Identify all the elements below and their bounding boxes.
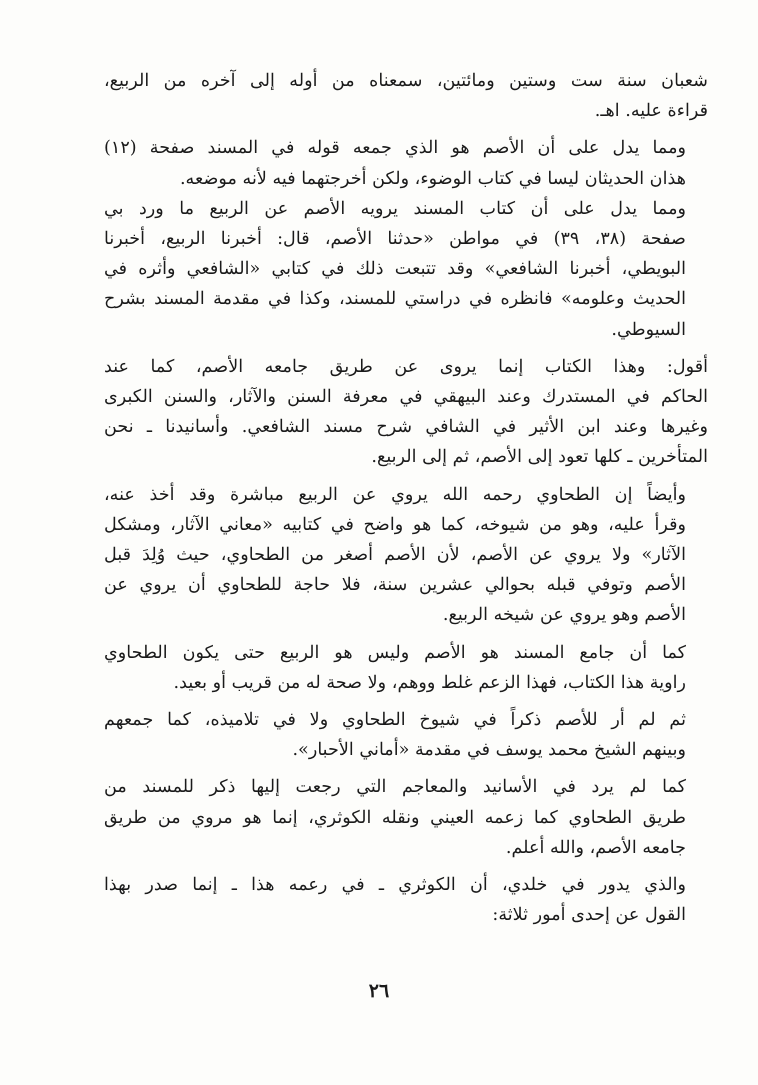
text-line: ثم لم أر للأصم ذكراً في شيوخ الطحاوي ولا في تلاميذه، كما جمعهم <box>104 710 686 731</box>
text-line: شعبان سنة ست وستين ومائتين، سمعناه من أوله إلى آخره من الربيع، <box>104 71 708 91</box>
text-line: كما أن جامع المسند هو الأصم وليس هو الربيع حتى يكون الطحاوي <box>104 642 686 663</box>
text-line: راوية هذا الكتاب، فهذا الزعم غلط ووهم، ولا صحة له من قريب أو بعيد. <box>173 672 686 693</box>
text-line: ومما يدل على أن الأصم هو الذي جمعه قوله في المسند صفحة (١٢) <box>104 138 686 159</box>
text-line: وبينهم الشيخ محمد يوسف في مقدمة «أماني الأحبار». <box>292 740 686 761</box>
text-line: جامعه الأصم، والله أعلم. <box>505 837 686 858</box>
text-line: القول عن إحدى أمور ثلاثة: <box>492 905 686 926</box>
text-line: والذي يدور في خلدي، أن الكوثري ـ في رعمه هذا ـ إنما صدر بهذا <box>104 875 686 896</box>
paragraph <box>104 66 708 126</box>
text-line: المتأخرين ـ كلها تعود إلى الأصم، ثم إلى الربيع. <box>371 447 708 468</box>
text-line: السيوطي. <box>611 319 686 340</box>
text-line: كما لم يرد في الأسانيد والمعاجم التي رجعت إليها ذكر للمسند من <box>104 777 686 798</box>
text-line: هذان الحديثان ليسا في كتاب الوضوء، ولكن أخرجتهما فيه لأنه موضعه. <box>179 168 686 189</box>
text-line: طريق الطحاوي كما زعمه العيني ونقله الكوثري، إنما هو مروي من طريق <box>104 807 686 828</box>
text-line: الأصم وهو يروي عن شيخه الربيع. <box>442 605 686 626</box>
paragraph <box>104 870 708 930</box>
paragraph <box>104 352 708 473</box>
paragraph <box>104 772 708 863</box>
text-line: ومما يدل على أن كتاب المسند يرويه الأصم عن الربيع ما ورد بي <box>104 198 686 219</box>
text-line: صفحة (٣٨، ٣٩) في مواطن «حدثنا الأصم، قال: أخبرنا الربيع، أخبرنا <box>104 229 686 250</box>
text-line: البويطي، أخبرنا الشافعي» وقد تتبعت ذلك في كتابي «الشافعي وأثره في <box>104 259 686 280</box>
text-line: قراءة عليه. اهـ. <box>594 101 708 122</box>
text-line: وأيضاً إن الطحاوي رحمه الله يروي عن الربيع مباشرة وقد أخذ عنه، <box>104 484 686 505</box>
text-line: الحاكم في المستدرك وعند البيهقي في معرفة السنن والآثار، والسنن الكبرى <box>104 387 708 408</box>
paragraph <box>104 133 708 193</box>
text-line: الأصم وتوفي قبله بحوالي عشرين سنة، فلا حاجة للطحاوي أن يروي عن <box>104 575 686 596</box>
paragraph <box>104 480 708 631</box>
text-line: وغيرها وعند ابن الأثير في الشافي شرح مسند الشافعي. وأسانيدنا ـ نحن <box>104 417 708 438</box>
paragraph <box>104 638 708 698</box>
page-number: ٢٦ <box>368 980 390 1002</box>
text-line: وقرأ عليه، وهو من شيوخه، كما هو واضح في كتابيه «معاني الآثار، ومشكل <box>104 514 686 535</box>
text-line: الحديث وعلومه» فانظره في دراستي للمسند، وكذا في مقدمة المسند بشرح <box>104 289 686 310</box>
body-text <box>104 66 708 930</box>
paragraph <box>104 705 708 765</box>
text-line: أقول: وهذا الكتاب إنما يروى عن طريق جامعه الأصم، كما عند <box>104 356 708 377</box>
text-line: الآثار» ولا يروي عن الأصم، لأن الأصم أصغر من الطحاوي، حيث وُلِدَ قبل <box>104 545 686 566</box>
paragraph <box>104 194 708 345</box>
